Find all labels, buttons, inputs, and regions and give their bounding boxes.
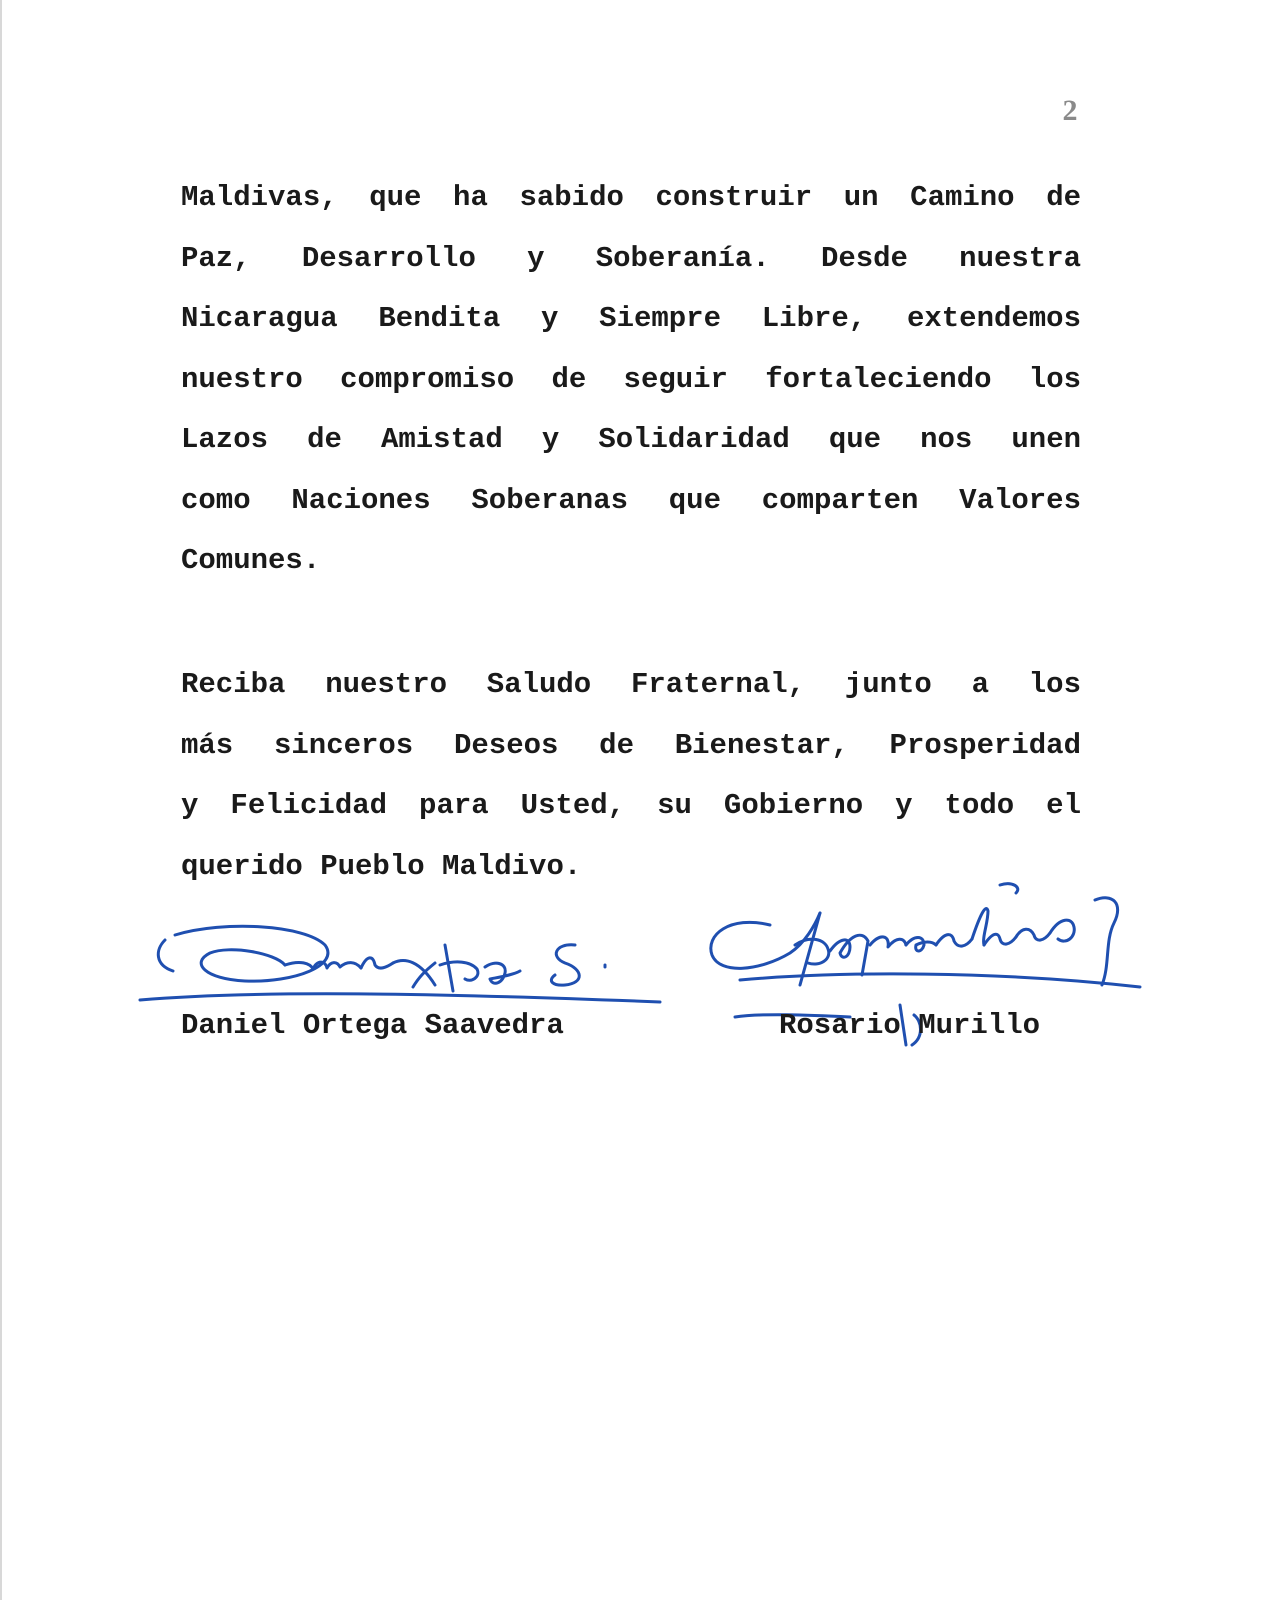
paragraph-line: como Naciones Soberanas que comparten Valores bbox=[181, 483, 1081, 517]
paragraph-line: Lazos de Amistad y Solidaridad que nos unen bbox=[181, 423, 1081, 456]
paragraph-line: Comunes. bbox=[181, 544, 321, 577]
paragraph-closing-remarks bbox=[181, 168, 1081, 592]
signature-daniel-ortega bbox=[135, 905, 675, 1015]
page-edge bbox=[0, 0, 2, 1600]
paragraph-line: querido Pueblo Maldivo. bbox=[181, 849, 582, 883]
paragraph-line: Nicaragua Bendita y Siempre Libre, extendemos bbox=[181, 302, 1081, 335]
paragraph-line: Reciba nuestro Saludo Fraternal, junto a los bbox=[181, 668, 1081, 701]
signatory-name-right: Rosario Murillo bbox=[779, 1009, 1041, 1042]
paragraph-line: Paz, Desarrollo y Soberanía. Desde nuestra bbox=[181, 241, 1081, 275]
page-number: 2 bbox=[1062, 94, 1078, 127]
paragraph-greeting bbox=[181, 655, 1081, 897]
signatory-name-left: Daniel Ortega Saavedra bbox=[181, 1009, 564, 1042]
paragraph-line: nuestro compromiso de seguir fortaleciendo los bbox=[181, 362, 1081, 396]
paragraph-line: Maldivas, que ha sabido construir un Camino de bbox=[181, 181, 1081, 214]
paragraph-line: más sinceros Deseos de Bienestar, Prosperidad bbox=[181, 728, 1081, 762]
paragraph-line: y Felicidad para Usted, su Gobierno y todo el bbox=[181, 789, 1081, 822]
